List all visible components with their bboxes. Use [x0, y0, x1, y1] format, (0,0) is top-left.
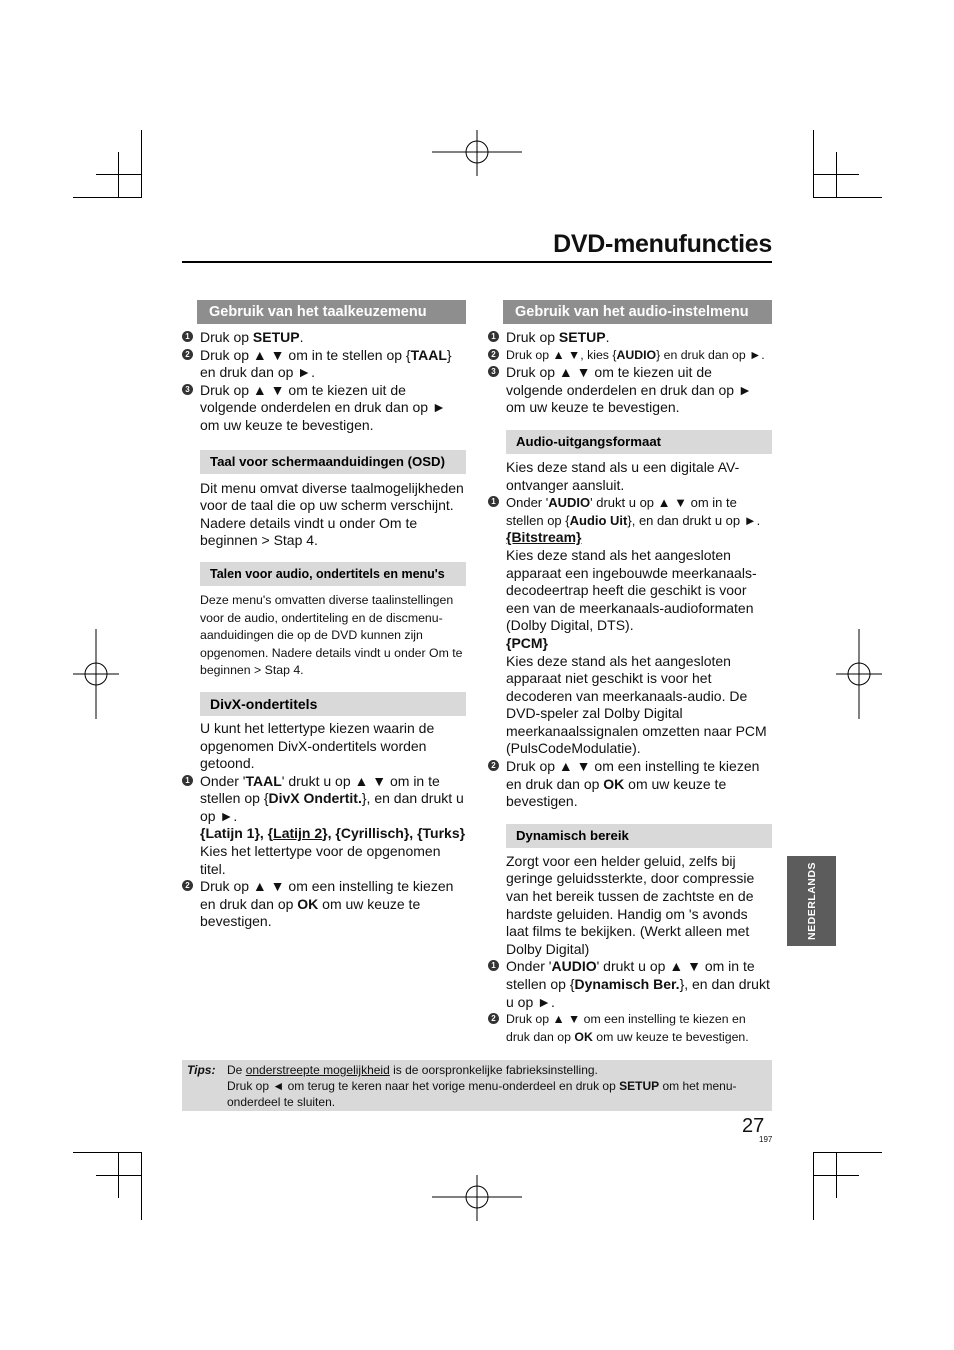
dynamic-range-text: Zorgt voor een helder geluid, zelfs bij geringe geluidssterkte, door compressie van het bereik tussen de zachtste en de hardste geluiden. Handig om 's avonds laat films te bekijken. (Werkt alleen met Dolby Digital) [506, 852, 755, 957]
page-title: DVD-menufuncties [553, 230, 772, 258]
tips-box [182, 1060, 772, 1111]
crop-mark-tr-v2 [836, 152, 837, 198]
section-title: Gebruik van het audio-instelmenu [515, 304, 749, 320]
crop-mark-tl-v2 [118, 152, 119, 198]
step-number: 2 [488, 760, 499, 771]
step-number: 1 [488, 496, 499, 507]
left-column [182, 300, 466, 931]
language-side-tab: NEDERLANDS [787, 856, 836, 946]
tips-label: Tips: [187, 1063, 216, 1077]
list-item: 2 Druk op ▲ ▼ om een instelling te kiezen en druk dan op OK om uw keuze te bevestigen. [488, 1011, 772, 1046]
crop-mark-br-v [813, 1152, 814, 1220]
crop-mark-br-h [813, 1152, 882, 1153]
step-number: 2 [182, 880, 193, 891]
step-number: 2 [488, 349, 499, 360]
pcm-text: Kies deze stand als het aangesloten apparaat niet geschikt is voor het decoderen van meerkanaals-audio. De DVD-speler zal Dolby Digital meerkanaalssignalen omzetten naar PCM (PulsCodeModulatie). [506, 652, 767, 757]
osd-text: Dit menu omvat diverse taalmogelijkheden voor de taal die op uw scherm verschijnt. Nadere details vindt u onder Om te beginnen > Stap 4. [200, 479, 464, 549]
subsection-header-languages: Talen voor audio, ondertitels en menu's [200, 562, 466, 586]
step-number: 2 [182, 349, 193, 360]
list-item: 2 Druk op ▲ ▼, kies {AUDIO} en druk dan op ►. [488, 347, 772, 365]
title-rule [182, 261, 772, 263]
list-item: 1 Onder 'AUDIO' drukt u op ▲ ▼ om in te stellen op {Dynamisch Ber.}, en dan drukt u op ►. [488, 958, 772, 1011]
right-column [488, 300, 772, 1046]
list-item: 2 Druk op ▲ ▼ om een instelling te kiezen en druk dan op OK om uw keuze te bevestigen. [488, 758, 772, 811]
divx-options-text: Kies het lettertype voor de opgenomen titel. [200, 843, 441, 877]
crop-mark-tr-v [813, 130, 814, 198]
step-number: 1 [488, 960, 499, 971]
page-sub-number: 197 [759, 1135, 773, 1144]
list-item: 1 Druk op SETUP. [182, 329, 466, 347]
step-number: 1 [488, 331, 499, 342]
crop-mark-bl-h [73, 1152, 142, 1153]
subsection-header-osd: Taal voor schermaanduidingen (OSD) [200, 450, 466, 474]
crop-mark-tl-v [141, 130, 142, 198]
subsection-header-divx: DivX-ondertitels [200, 692, 466, 716]
tips-text [227, 1062, 767, 1110]
crop-mark-br-h2 [813, 1175, 859, 1176]
languages-text: Deze menu's omvatten diverse taalinstellingen voor de audio, ondertiteling en de discmenu-aanduidingen die op de DVD kunnen zijn opgenomen. Nadere details vindt u onder Om te beginnen > Stap 4. [200, 592, 463, 678]
bitstream-text: Kies deze stand als het aangesloten apparaat een ingebouwde meerkanaals-decodeertrap heeft die geschikt is voor een van de meerkanaals-audioformaten (Dolby Digital, DTS). [506, 546, 757, 634]
list-item: 2 Druk op ▲ ▼ om in te stellen op {TAAL} en druk dan op ►. [182, 347, 466, 382]
crop-mark-tr-h [813, 197, 882, 198]
divx-text: U kunt het lettertype kiezen waarin de opgenomen DivX-ondertitels worden getoond. [200, 719, 435, 772]
step-number: 3 [182, 384, 193, 395]
crop-mark-tl-h [73, 197, 142, 198]
registration-mark-right [836, 629, 882, 719]
list-item: 1 Druk op SETUP. [488, 329, 772, 347]
step-number: 3 [488, 366, 499, 377]
section-title: Gebruik van het taalkeuzemenu [209, 304, 427, 320]
option-bitstream: {Bitstream} [506, 529, 582, 546]
option-pcm: {PCM} [506, 634, 549, 651]
registration-mark-left [73, 629, 119, 719]
crop-mark-bl-v [141, 1152, 142, 1220]
list-item: 3 Druk op ▲ ▼ om te kiezen uit de volgende onderdelen en druk dan op ► om uw keuze te bevestigen. [182, 382, 466, 435]
crop-mark-bl-h2 [96, 1175, 142, 1176]
page-number: 27 [742, 1115, 765, 1137]
section-header-audio [503, 300, 772, 324]
list-item: 1 Onder 'TAAL' drukt u op ▲ ▼ om in te stellen op {DivX Ondertit.}, en dan drukt u op ►. [182, 773, 466, 826]
list-item: 3 Druk op ▲ ▼ om te kiezen uit de volgende onderdelen en druk dan op ► om uw keuze te bevestigen. [488, 364, 772, 417]
crop-mark-tr-h2 [813, 174, 859, 175]
divx-options: {Latijn 1}, {Latijn 2}, {Cyrillisch}, {Turks} [200, 825, 466, 842]
list-item: 2 Druk op ▲ ▼ om een instelling te kiezen en druk dan op OK om uw keuze te bevestigen. [182, 878, 466, 931]
step-number: 1 [182, 331, 193, 342]
subsection-header-audio-output: Audio-uitgangsformaat [506, 430, 772, 454]
section-header-language [197, 300, 466, 324]
registration-mark-top [432, 130, 522, 176]
tips-line-2: Druk op ◄ om terug te keren naar het vorige menu-onderdeel en druk op SETUP om het menu-onderdeel te sluiten. [227, 1079, 737, 1109]
subsection-header-dynamic-range: Dynamisch bereik [506, 824, 772, 848]
step-number: 2 [488, 1013, 499, 1024]
audio-output-text: Kies deze stand als u een digitale AV-ontvanger aansluit. [506, 458, 740, 493]
tips-line-1: De onderstreepte mogelijkheid is de oorspronkelijke fabrieksinstelling. [227, 1063, 598, 1077]
crop-mark-tl-h2 [96, 174, 142, 175]
registration-mark-bottom [432, 1175, 522, 1221]
step-number: 1 [182, 775, 193, 786]
list-item: 1 Onder 'AUDIO' drukt u op ▲ ▼ om in te stellen op {Audio Uit}, en dan drukt u op ►. [488, 494, 772, 529]
